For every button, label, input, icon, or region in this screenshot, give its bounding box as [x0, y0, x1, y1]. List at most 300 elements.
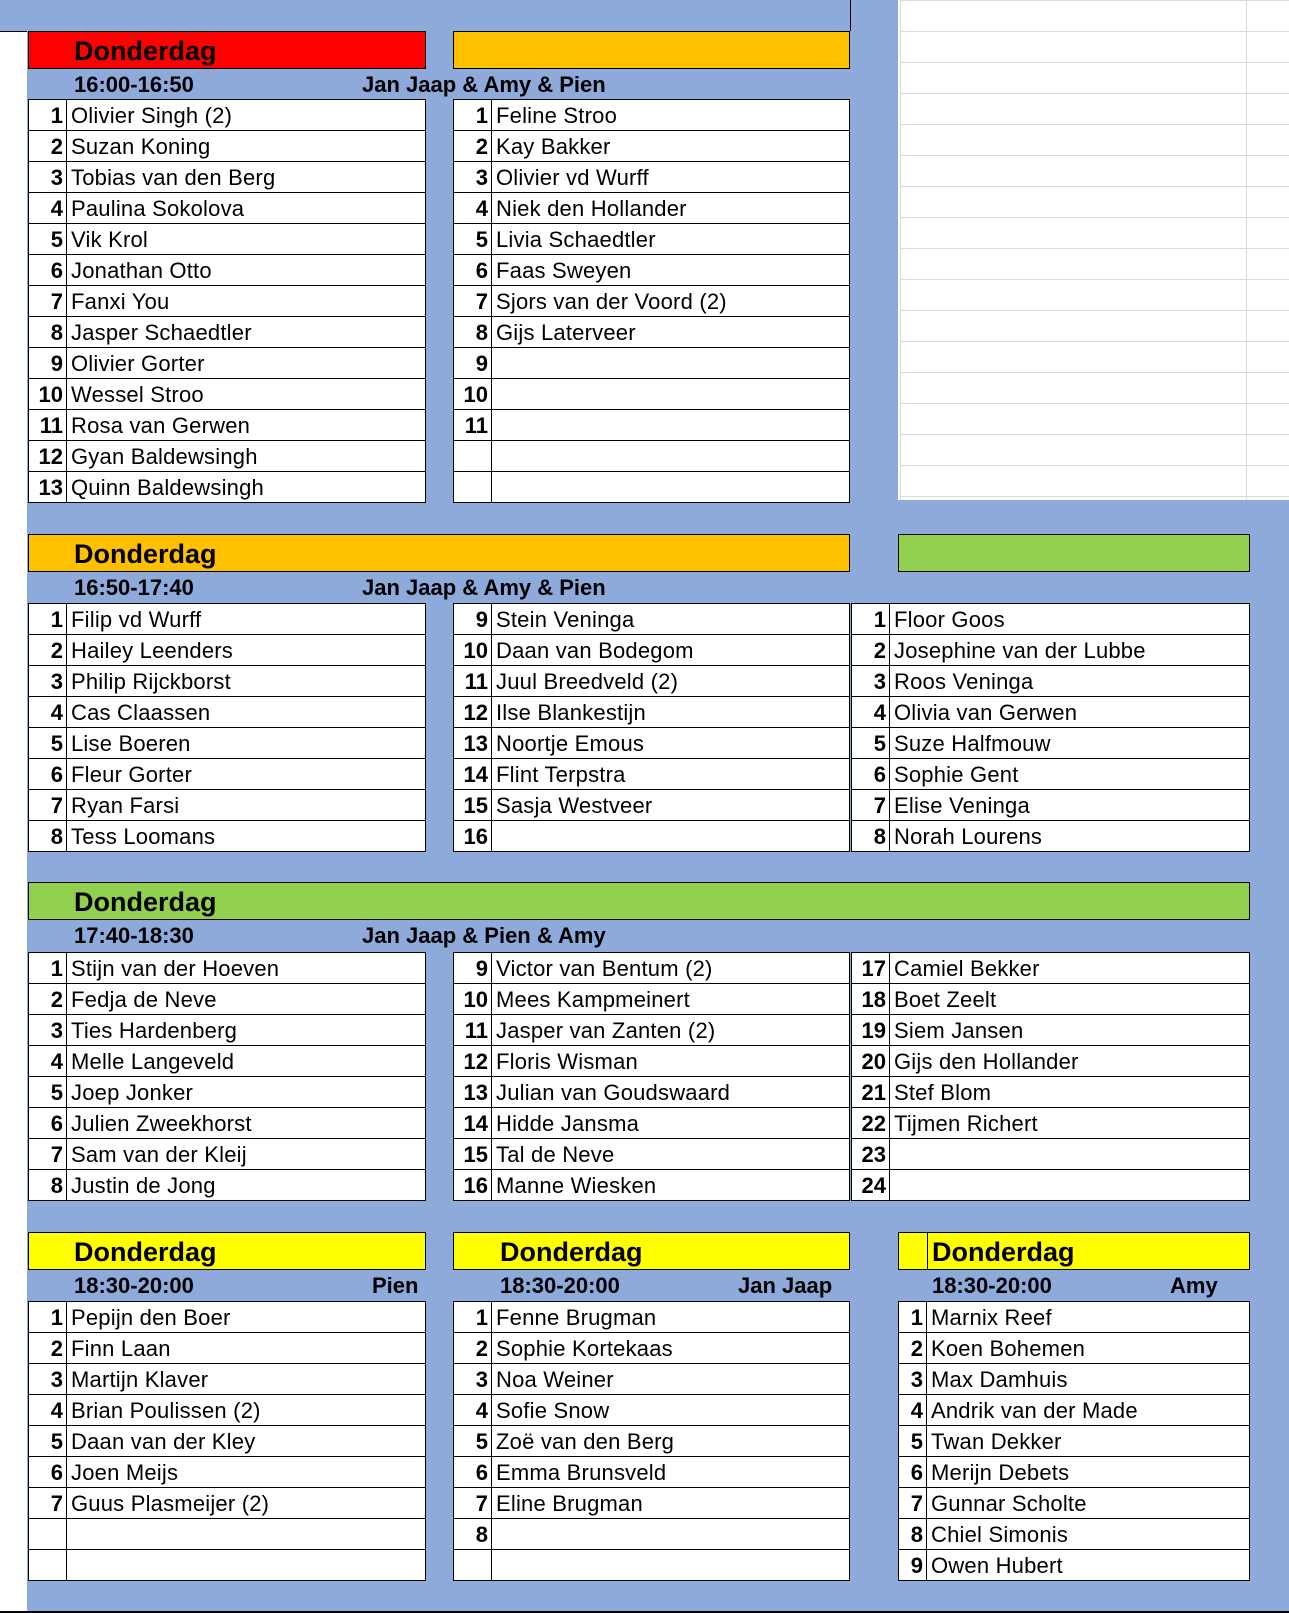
list-item[interactable] — [29, 379, 425, 410]
list-item[interactable] — [899, 1426, 1249, 1457]
row-number: 4 — [454, 1395, 492, 1425]
student-name: Sasja Westveer — [496, 793, 653, 818]
list-item[interactable] — [454, 1302, 849, 1333]
section4-amy-list[interactable] — [898, 1301, 1250, 1581]
section4-janjaap-teacher: Jan Jaap — [738, 1273, 833, 1298]
list-item[interactable] — [852, 790, 1249, 821]
row-number: 4 — [29, 193, 67, 223]
student-name: Twan Dekker — [931, 1429, 1062, 1454]
row-number: 13 — [29, 472, 67, 503]
student-name: Justin de Jong — [71, 1173, 216, 1198]
list-item[interactable] — [29, 255, 425, 286]
row-number: 1 — [852, 604, 890, 634]
student-name: Ryan Farsi — [71, 793, 180, 818]
student-name: Victor van Bentum (2) — [496, 956, 713, 981]
list-item[interactable] — [29, 821, 425, 852]
list-item[interactable] — [899, 1364, 1249, 1395]
row-number: 6 — [29, 1457, 67, 1487]
list-item[interactable] — [29, 1139, 425, 1170]
student-name: Guus Plasmeijer (2) — [71, 1491, 270, 1516]
student-name: Merijn Debets — [931, 1460, 1070, 1485]
list-item[interactable] — [29, 666, 425, 697]
list-item[interactable] — [454, 224, 849, 255]
list-item[interactable] — [454, 1170, 849, 1201]
row-number: 1 — [29, 953, 67, 983]
row-number: 24 — [852, 1170, 890, 1201]
row-number: 10 — [454, 984, 492, 1014]
row-number: 17 — [852, 953, 890, 983]
row-number: 14 — [454, 1108, 492, 1138]
list-item[interactable] — [29, 697, 425, 728]
row-number: 8 — [454, 317, 492, 347]
row-number: 2 — [29, 131, 67, 161]
section4-pien-header[interactable] — [28, 1232, 426, 1270]
student-name: Daan van der Kley — [71, 1429, 256, 1454]
student-name: Andrik van der Made — [931, 1398, 1138, 1423]
section1-header-red[interactable] — [28, 31, 426, 69]
list-item[interactable] — [852, 666, 1249, 697]
student-name: Olivier Singh (2) — [71, 103, 233, 128]
student-name: Ties Hardenberg — [71, 1018, 238, 1043]
section2-list-1[interactable] — [28, 603, 426, 852]
section4-janjaap-day: Donderdag — [500, 1237, 643, 1267]
list-item[interactable] — [454, 666, 849, 697]
student-name: Sophie Gent — [894, 762, 1019, 787]
cell-border — [850, 0, 851, 31]
list-item[interactable] — [29, 193, 425, 224]
list-item[interactable] — [852, 635, 1249, 666]
section1-header-orange[interactable] — [453, 31, 850, 69]
student-name: Siem Jansen — [894, 1018, 1024, 1043]
section1-time: 16:00-16:50 — [74, 72, 194, 97]
student-name: Jasper Schaedtler — [71, 320, 252, 345]
student-name: Fedja de Neve — [71, 987, 217, 1012]
list-item[interactable] — [454, 1139, 849, 1170]
list-item[interactable] — [454, 790, 849, 821]
section4-amy-teacher: Amy — [1170, 1273, 1218, 1298]
row-number: 5 — [29, 1426, 67, 1456]
row-number: 7 — [454, 286, 492, 316]
list-item[interactable] — [29, 317, 425, 348]
student-name: Brian Poulissen (2) — [71, 1398, 261, 1423]
list-item[interactable] — [454, 255, 849, 286]
row-number: 7 — [454, 1488, 492, 1518]
student-name: Daan van Bodegom — [496, 638, 694, 663]
row-number: 12 — [454, 1046, 492, 1076]
student-name: Ilse Blankestijn — [496, 700, 646, 725]
list-item[interactable] — [29, 604, 425, 635]
row-number: 21 — [852, 1077, 890, 1107]
list-item[interactable] — [29, 984, 425, 1015]
row-number: 8 — [852, 821, 890, 852]
row-number: 10 — [454, 635, 492, 665]
student-name: Hailey Leenders — [71, 638, 233, 663]
list-item[interactable] — [29, 1046, 425, 1077]
section4-janjaap-list[interactable] — [453, 1301, 850, 1581]
row-number: 4 — [29, 697, 67, 727]
student-name: Suzan Koning — [71, 134, 211, 159]
list-item[interactable] — [454, 1046, 849, 1077]
list-item[interactable] — [454, 100, 849, 131]
row-number: 5 — [852, 728, 890, 758]
list-item[interactable] — [454, 1364, 849, 1395]
list-item[interactable] — [29, 224, 425, 255]
list-item[interactable] — [852, 1139, 1249, 1170]
student-name: Hidde Jansma — [496, 1111, 640, 1136]
section1-day: Donderdag — [74, 36, 217, 66]
student-name: Joep Jonker — [71, 1080, 194, 1105]
section4-pien-teacher: Pien — [372, 1273, 419, 1298]
list-item[interactable] — [454, 1519, 849, 1550]
student-name: Olivier Gorter — [71, 351, 205, 376]
student-name: Wessel Stroo — [71, 382, 204, 407]
section2-header-green[interactable] — [898, 534, 1250, 572]
student-name: Stein Veninga — [496, 607, 635, 632]
section4-amy-time: 18:30-20:00 — [932, 1273, 1052, 1298]
section3-header-green[interactable] — [28, 882, 1250, 920]
row-number: 16 — [454, 821, 492, 852]
list-item[interactable] — [454, 317, 849, 348]
section4-pien-list[interactable] — [28, 1301, 426, 1581]
student-name: Vik Krol — [71, 227, 148, 252]
list-item[interactable] — [29, 131, 425, 162]
student-name: Sofie Snow — [496, 1398, 610, 1423]
student-name: Gijs Laterveer — [496, 320, 636, 345]
section2-header-orange[interactable] — [28, 534, 850, 572]
section4-janjaap-header[interactable] — [453, 1232, 850, 1270]
list-item[interactable] — [29, 635, 425, 666]
row-number: 20 — [852, 1046, 890, 1076]
list-item[interactable] — [454, 1333, 849, 1364]
row-number: 5 — [454, 1426, 492, 1456]
section3-list-1[interactable] — [28, 952, 426, 1201]
cell-border — [927, 1233, 928, 1269]
row-number: 14 — [454, 759, 492, 789]
list-item[interactable] — [454, 697, 849, 728]
student-name: Sophie Kortekaas — [496, 1336, 673, 1361]
list-item[interactable] — [29, 1077, 425, 1108]
row-number: 7 — [852, 790, 890, 820]
student-name: Floor Goos — [894, 607, 1005, 632]
student-name: Quinn Baldewsingh — [71, 475, 264, 500]
list-item[interactable] — [29, 348, 425, 379]
row-number: 7 — [899, 1488, 927, 1518]
list-item[interactable] — [29, 1488, 425, 1519]
section2-list-3[interactable] — [851, 603, 1250, 852]
list-item[interactable] — [852, 1077, 1249, 1108]
row-number: 1 — [454, 100, 492, 130]
row-number: 2 — [29, 984, 67, 1014]
list-item[interactable] — [454, 1395, 849, 1426]
list-item[interactable] — [29, 1108, 425, 1139]
student-name: Sam van der Kleij — [71, 1142, 247, 1167]
student-name: Tobias van den Berg — [71, 165, 276, 190]
list-item[interactable] — [454, 984, 849, 1015]
row-number: 6 — [29, 759, 67, 789]
student-name: Martijn Klaver — [71, 1367, 209, 1392]
section2-list-2[interactable] — [453, 603, 850, 852]
list-item[interactable] — [852, 759, 1249, 790]
list-item[interactable] — [899, 1488, 1249, 1519]
row-number: 10 — [29, 379, 67, 409]
list-item[interactable] — [29, 1395, 425, 1426]
row-number: 16 — [454, 1170, 492, 1201]
student-name: Rosa van Gerwen — [71, 413, 251, 438]
row-number: 9 — [454, 348, 492, 378]
list-item[interactable] — [899, 1395, 1249, 1426]
student-name: Finn Laan — [71, 1336, 171, 1361]
row-number: 2 — [29, 1333, 67, 1363]
row-number: 4 — [29, 1395, 67, 1425]
student-name: Chiel Simonis — [931, 1522, 1069, 1547]
row-number: 11 — [454, 1015, 492, 1045]
section3-time: 17:40-18:30 — [74, 923, 194, 948]
section3-list-3[interactable] — [851, 952, 1250, 1201]
row-number: 2 — [899, 1333, 927, 1363]
list-item[interactable] — [454, 1426, 849, 1457]
cell-border — [0, 31, 27, 32]
list-item[interactable] — [29, 1333, 425, 1364]
student-name: Kay Bakker — [496, 134, 611, 159]
list-item[interactable] — [454, 1077, 849, 1108]
student-name: Faas Sweyen — [496, 258, 632, 283]
row-number: 18 — [852, 984, 890, 1014]
row-number: 9 — [454, 953, 492, 983]
list-item[interactable] — [454, 728, 849, 759]
row-number: 11 — [29, 410, 67, 440]
section2-time: 16:50-17:40 — [74, 575, 194, 600]
list-item[interactable] — [29, 472, 425, 503]
list-item[interactable] — [454, 162, 849, 193]
row-number: 8 — [29, 821, 67, 852]
list-item[interactable] — [454, 348, 849, 379]
student-name: Mees Kampmeinert — [496, 987, 690, 1012]
student-name: Tess Loomans — [71, 824, 216, 849]
list-item[interactable] — [454, 604, 849, 635]
list-item[interactable] — [454, 131, 849, 162]
list-item[interactable] — [29, 790, 425, 821]
row-number: 6 — [29, 255, 67, 285]
row-number: 3 — [899, 1364, 927, 1394]
row-number: 2 — [29, 635, 67, 665]
row-number: 2 — [454, 131, 492, 161]
row-number — [454, 441, 492, 471]
row-number: 1 — [899, 1302, 927, 1332]
student-name: Floris Wisman — [496, 1049, 638, 1074]
student-name: Joen Meijs — [71, 1460, 179, 1485]
student-name: Noortje Emous — [496, 731, 645, 756]
list-item[interactable] — [454, 635, 849, 666]
student-name: Livia Schaedtler — [496, 227, 656, 252]
list-item[interactable] — [454, 286, 849, 317]
student-name: Eline Brugman — [496, 1491, 643, 1516]
list-item[interactable] — [852, 697, 1249, 728]
student-name: Emma Brunsveld — [496, 1460, 667, 1485]
row-number: 4 — [852, 697, 890, 727]
list-item[interactable] — [454, 821, 849, 852]
list-item[interactable] — [454, 953, 849, 984]
list-item[interactable] — [852, 821, 1249, 852]
student-name: Fenne Brugman — [496, 1305, 657, 1330]
list-item[interactable] — [29, 1426, 425, 1457]
student-name: Manne Wiesken — [496, 1173, 657, 1198]
section3-teachers: Jan Jaap & Pien & Amy — [362, 923, 606, 948]
row-number — [29, 1519, 67, 1549]
row-number: 9 — [29, 348, 67, 378]
student-name: Stef Blom — [894, 1080, 992, 1105]
student-name: Josephine van der Lubbe — [894, 638, 1146, 663]
row-number: 1 — [454, 1302, 492, 1332]
row-number: 6 — [852, 759, 890, 789]
list-item[interactable] — [454, 472, 849, 503]
student-name: Koen Bohemen — [931, 1336, 1086, 1361]
row-number: 3 — [454, 1364, 492, 1394]
row-number: 8 — [899, 1519, 927, 1549]
row-number: 5 — [899, 1426, 927, 1456]
list-item[interactable] — [852, 728, 1249, 759]
list-item[interactable] — [29, 162, 425, 193]
list-item[interactable] — [29, 286, 425, 317]
list-item[interactable] — [899, 1302, 1249, 1333]
section4-amy-header[interactable] — [898, 1232, 1250, 1270]
list-item[interactable] — [852, 1108, 1249, 1139]
list-item[interactable] — [852, 1170, 1249, 1201]
list-item[interactable] — [29, 1457, 425, 1488]
student-name: Olivia van Gerwen — [894, 700, 1078, 725]
section1-list-2[interactable] — [453, 99, 850, 503]
row-number: 12 — [29, 441, 67, 471]
row-number: 3 — [29, 162, 67, 192]
list-item[interactable] — [29, 759, 425, 790]
row-number: 5 — [454, 224, 492, 254]
list-item[interactable] — [454, 410, 849, 441]
student-name: Feline Stroo — [496, 103, 618, 128]
section1-teachers: Jan Jaap & Amy & Pien — [362, 72, 606, 97]
list-item[interactable] — [454, 759, 849, 790]
list-item[interactable] — [454, 1488, 849, 1519]
student-name: Niek den Hollander — [496, 196, 687, 221]
list-item[interactable] — [852, 984, 1249, 1015]
row-number: 13 — [454, 728, 492, 758]
list-item[interactable] — [29, 441, 425, 472]
list-item[interactable] — [29, 953, 425, 984]
student-name: Sjors van der Voord (2) — [496, 289, 727, 314]
student-name: Elise Veninga — [894, 793, 1030, 818]
student-name: Melle Langeveld — [71, 1049, 235, 1074]
list-item[interactable] — [852, 953, 1249, 984]
student-name: Filip vd Wurff — [71, 607, 202, 632]
row-number: 4 — [454, 193, 492, 223]
row-number: 7 — [29, 1488, 67, 1518]
student-name: Roos Veninga — [894, 669, 1034, 694]
row-number: 6 — [454, 1457, 492, 1487]
row-number: 11 — [454, 666, 492, 696]
section4-pien-time: 18:30-20:00 — [74, 1273, 194, 1298]
list-item[interactable] — [29, 1170, 425, 1201]
list-item[interactable] — [454, 1550, 849, 1581]
list-item[interactable] — [29, 1015, 425, 1046]
list-item[interactable] — [454, 1015, 849, 1046]
student-name: Max Damhuis — [931, 1367, 1068, 1392]
row-number: 4 — [899, 1395, 927, 1425]
row-number: 5 — [29, 728, 67, 758]
row-number: 1 — [29, 604, 67, 634]
row-number: 9 — [899, 1550, 927, 1581]
row-number: 3 — [454, 162, 492, 192]
list-item[interactable] — [454, 441, 849, 472]
list-item[interactable] — [29, 1550, 425, 1581]
row-number — [29, 1550, 67, 1581]
student-name: Marnix Reef — [931, 1305, 1052, 1330]
student-name: Norah Lourens — [894, 824, 1043, 849]
row-number: 1 — [29, 1302, 67, 1332]
section1-list-1[interactable] — [28, 99, 426, 503]
list-item[interactable] — [29, 1302, 425, 1333]
list-item[interactable] — [454, 1457, 849, 1488]
list-item[interactable] — [29, 1364, 425, 1395]
row-number: 2 — [454, 1333, 492, 1363]
row-number: 7 — [29, 286, 67, 316]
student-name: Julian van Goudswaard — [496, 1080, 731, 1105]
student-name: Flint Terpstra — [496, 762, 626, 787]
list-item[interactable] — [454, 1108, 849, 1139]
student-name: Pepijn den Boer — [71, 1305, 231, 1330]
row-number: 9 — [454, 604, 492, 634]
list-item[interactable] — [899, 1519, 1249, 1550]
list-item[interactable] — [29, 100, 425, 131]
row-number: 8 — [454, 1519, 492, 1549]
student-name: Juul Breedveld (2) — [496, 669, 679, 694]
list-item[interactable] — [899, 1457, 1249, 1488]
student-name: Cas Claassen — [71, 700, 211, 725]
student-name: Fleur Gorter — [71, 762, 192, 787]
list-item[interactable] — [29, 728, 425, 759]
row-number: 3 — [29, 1364, 67, 1394]
row-number: 6 — [29, 1108, 67, 1138]
list-item[interactable] — [29, 1519, 425, 1550]
row-number: 6 — [899, 1457, 927, 1487]
list-item[interactable] — [29, 410, 425, 441]
student-name: Gijs den Hollander — [894, 1049, 1079, 1074]
section2-teachers: Jan Jaap & Amy & Pien — [362, 575, 606, 600]
list-item[interactable] — [852, 1015, 1249, 1046]
list-item[interactable] — [899, 1333, 1249, 1364]
row-number: 13 — [454, 1077, 492, 1107]
row-number: 7 — [29, 790, 67, 820]
row-number — [454, 1550, 492, 1581]
section4-amy-day: Donderdag — [932, 1237, 1075, 1267]
student-name: Jonathan Otto — [71, 258, 212, 283]
row-number: 10 — [454, 379, 492, 409]
list-item[interactable] — [899, 1550, 1249, 1581]
row-number: 5 — [29, 1077, 67, 1107]
student-name: Julien Zweekhorst — [71, 1111, 252, 1136]
list-item[interactable] — [852, 1046, 1249, 1077]
list-item[interactable] — [454, 379, 849, 410]
row-number: 5 — [29, 224, 67, 254]
row-number: 22 — [852, 1108, 890, 1138]
list-item[interactable] — [454, 193, 849, 224]
student-name: Jasper van Zanten (2) — [496, 1018, 716, 1043]
student-name: Owen Hubert — [931, 1553, 1063, 1578]
section3-list-2[interactable] — [453, 952, 850, 1201]
row-number: 2 — [852, 635, 890, 665]
list-item[interactable] — [852, 604, 1249, 635]
section4-janjaap-time: 18:30-20:00 — [500, 1273, 620, 1298]
row-number: 4 — [29, 1046, 67, 1076]
row-number: 6 — [454, 255, 492, 285]
row-number: 3 — [852, 666, 890, 696]
